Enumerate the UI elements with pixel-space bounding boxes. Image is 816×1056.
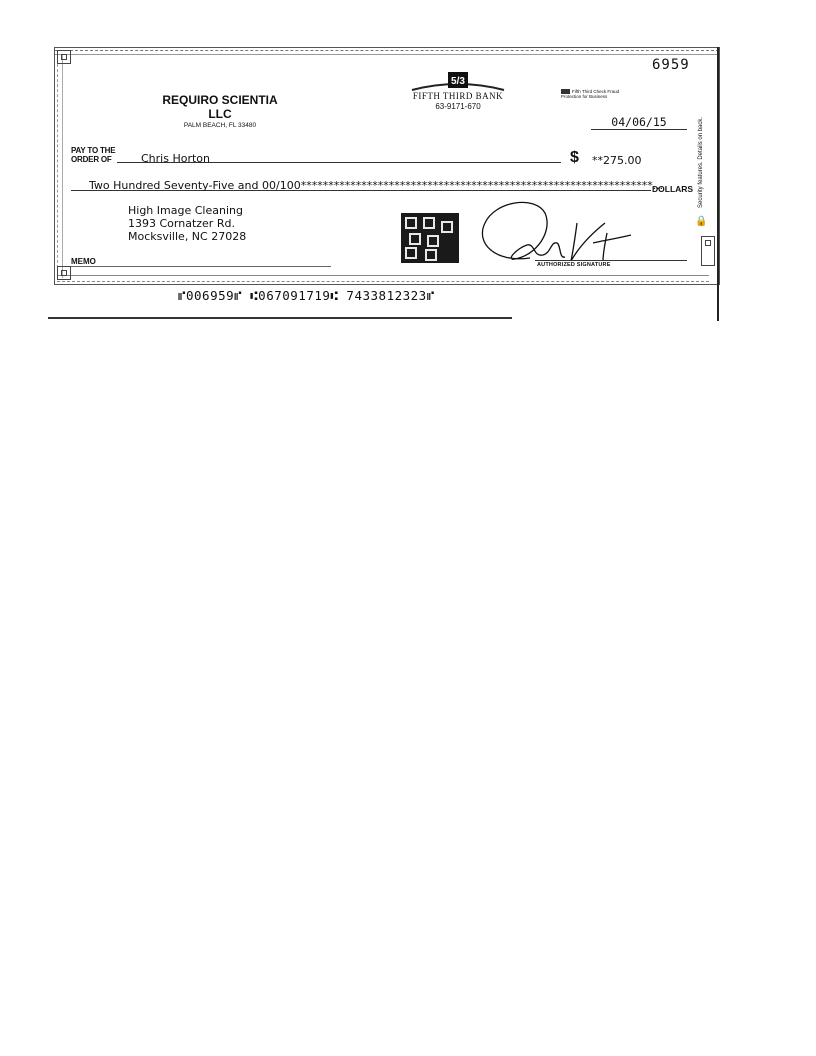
payee-address-line: Mocksville, NC 27028 bbox=[128, 230, 247, 243]
authorized-signature-label: AUTHORIZED SIGNATURE bbox=[537, 262, 611, 268]
scan-edge-bottom bbox=[48, 317, 512, 319]
memo-label: MEMO bbox=[71, 257, 96, 266]
corner-ornament bbox=[57, 50, 71, 64]
bank-routing-fraction: 63-9171-670 bbox=[435, 102, 481, 111]
micr-line: ⑈006959⑈ ⑆067091719⑆ 7433812323⑈ bbox=[178, 288, 435, 303]
signature bbox=[455, 193, 685, 273]
dollar-sign: $ bbox=[570, 149, 579, 166]
fraud-protection-note bbox=[561, 89, 621, 99]
pay-to-label-line: ORDER OF bbox=[71, 155, 112, 164]
security-features-text: Security features. Details on back. bbox=[698, 116, 704, 208]
pay-to-label bbox=[71, 146, 115, 164]
bank-name: FIFTH THIRD BANK bbox=[412, 91, 504, 101]
check-number: 6959 bbox=[652, 57, 690, 73]
pay-to-label-line: PAY TO THE bbox=[71, 146, 116, 155]
bank-check bbox=[54, 47, 720, 285]
amount-words: Two Hundred Seventy-Five and 00/100****************************************************************... bbox=[89, 179, 664, 192]
company-block bbox=[150, 93, 290, 129]
dollars-label: DOLLARS bbox=[652, 184, 694, 194]
signature-line bbox=[535, 260, 687, 261]
check-date: 04/06/15 bbox=[591, 115, 687, 130]
corner-ornament bbox=[701, 236, 715, 266]
check-border-left bbox=[57, 54, 63, 278]
payee-address bbox=[128, 204, 246, 243]
company-address: PALM BEACH, FL 33480 bbox=[183, 122, 257, 129]
scan-edge-right bbox=[717, 47, 719, 321]
bank-logo-icon bbox=[408, 70, 508, 92]
payee-address-line: 1393 Cornatzer Rd. bbox=[128, 217, 235, 230]
company-name: REQUIRO SCIENTIA LLC bbox=[162, 93, 278, 121]
bank-block bbox=[398, 70, 518, 111]
lock-icon: 🔒 bbox=[695, 216, 708, 227]
qr-security-icon bbox=[401, 213, 459, 263]
check-border-top bbox=[55, 50, 719, 55]
fraud-protection-text: Fifth Third Check Fraud Protection for Business bbox=[561, 89, 620, 100]
corner-ornament bbox=[57, 266, 71, 280]
payee-name: Chris Horton bbox=[141, 152, 210, 165]
memo-line bbox=[71, 266, 331, 267]
payee-address-line: High Image Cleaning bbox=[128, 204, 243, 217]
amount-numeric: **275.00 bbox=[592, 154, 642, 167]
check-border-bottom bbox=[57, 275, 709, 282]
bank-logo-text: 5/3 bbox=[451, 76, 465, 87]
